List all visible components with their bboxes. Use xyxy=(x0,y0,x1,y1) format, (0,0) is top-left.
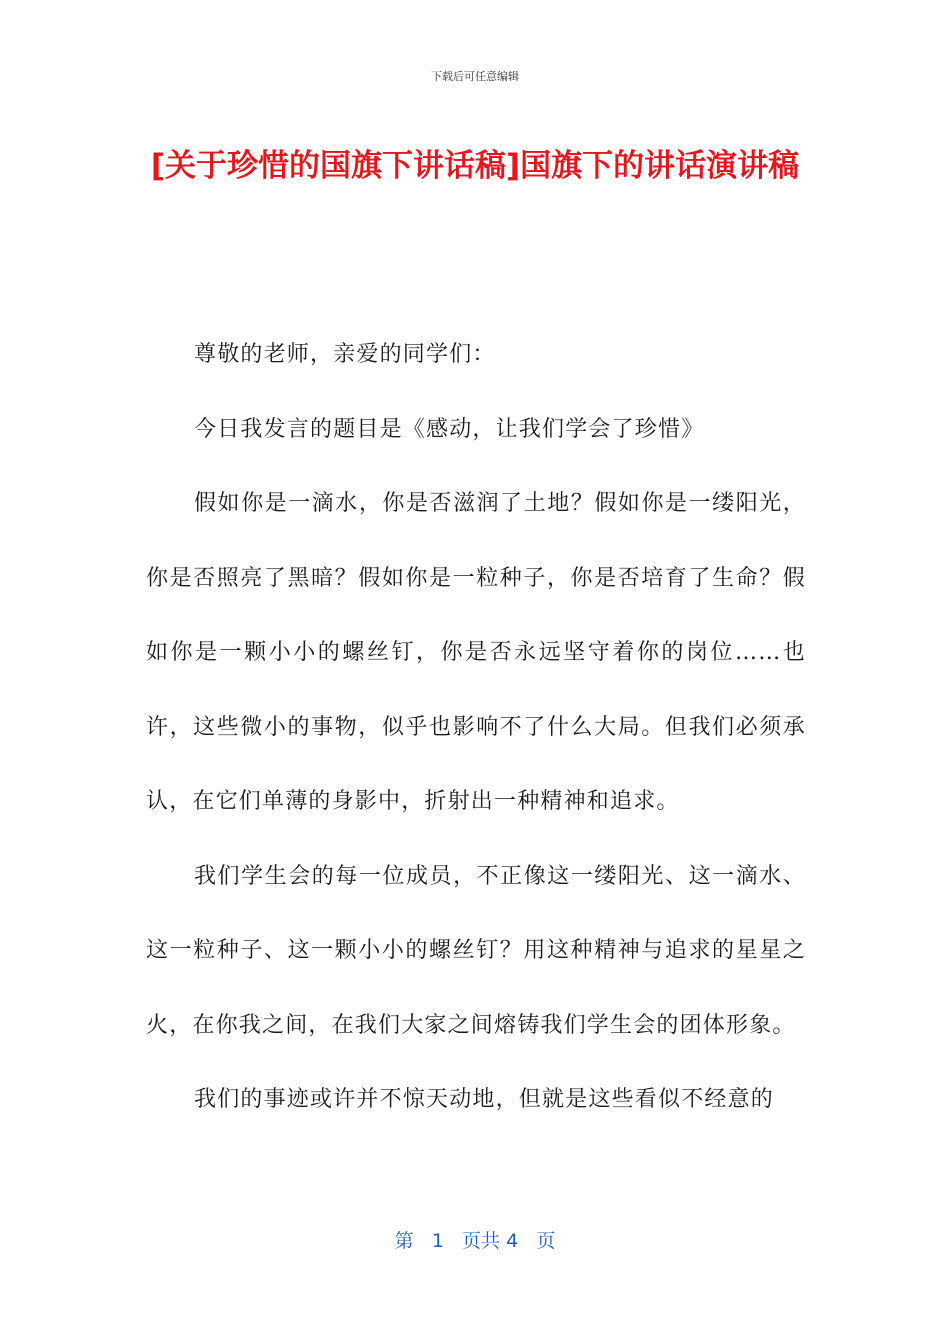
current-page-number: 1 xyxy=(431,1230,444,1252)
header-note: 下载后可任意编辑 xyxy=(431,70,519,83)
paragraph: 今日我发言的题目是《感动，让我们学会了珍惜》 xyxy=(194,416,705,442)
paragraph: 尊敬的老师，亲爱的同学们： xyxy=(194,342,496,367)
paragraph: 我们的事迹或许并不惊天动地，但就是这些看似不经意的 xyxy=(194,1087,775,1112)
document-body xyxy=(146,318,806,1138)
paragraph: 我们学生会的每一位成员，不正像这一缕阳光、这一滴水、这一粒种子、这一颗小小的螺丝钉？用这种精神与追求的星星之火，在你我之间，在我们大家之间熔铸我们学生会的团体形象。 xyxy=(146,863,806,1038)
total-pages-number: 4 xyxy=(506,1230,519,1252)
footer-prefix: 第 xyxy=(394,1230,414,1252)
footer-suffix: 页 xyxy=(536,1230,556,1252)
document-title: [关于珍惜的国旗下讲话稿]国旗下的讲话演讲稿 xyxy=(150,148,800,184)
page-footer xyxy=(0,1226,950,1253)
paragraph: 假如你是一滴水，你是否滋润了土地？假如你是一缕阳光，你是否照亮了黑暗？假如你是一粒种子，你是否培育了生命？假如你是一颗小小的螺丝钉，你是否永远坚守着你的岗位……也许，这些微小的事物，似乎也影响不了什么大局。但我们必须承认，在它们单薄的身影中，折射出一种精神和追求。 xyxy=(146,491,806,814)
footer-middle: 页共 xyxy=(462,1230,501,1252)
